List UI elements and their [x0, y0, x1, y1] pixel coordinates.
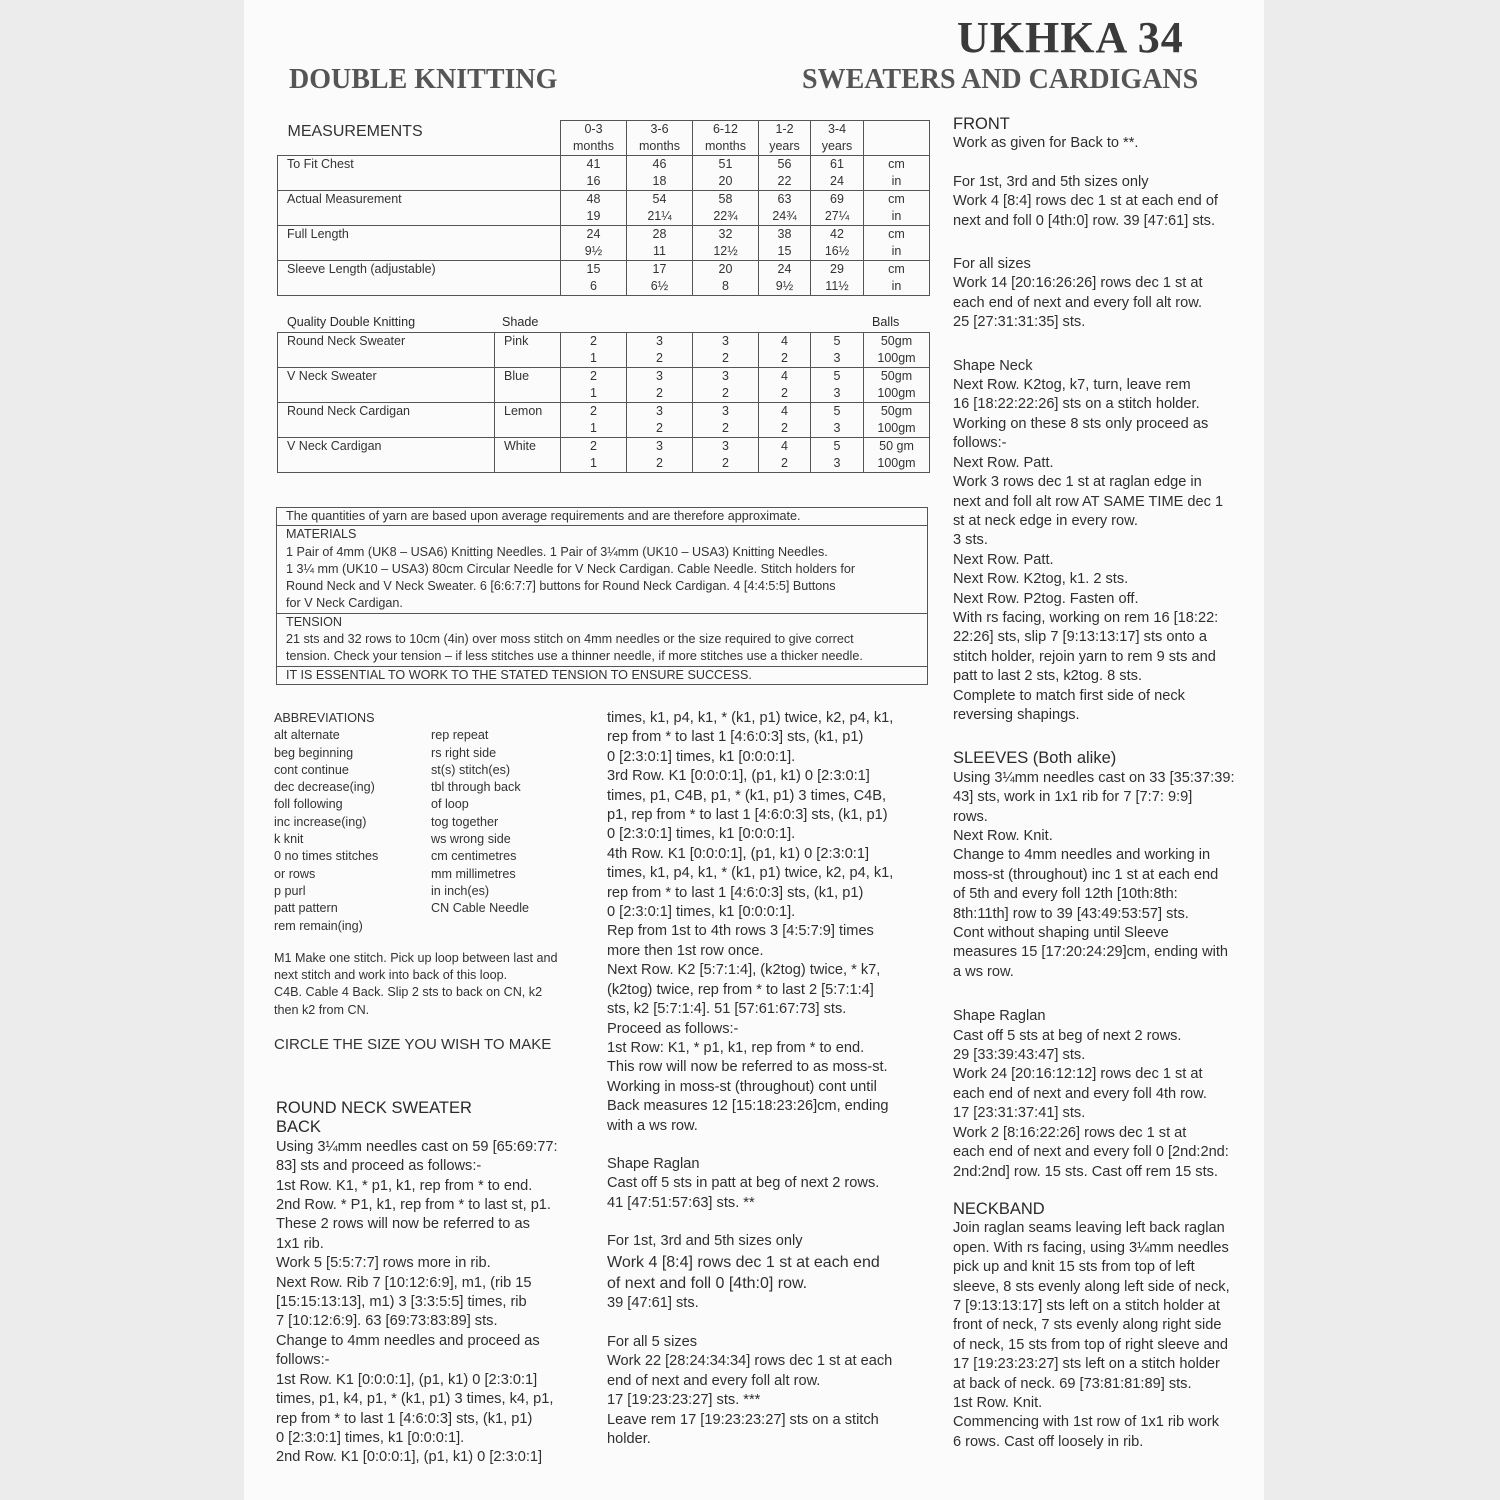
- table-row: To Fit Chest 41 16 46 18 51 20 56 22 61 24 cm in: [278, 156, 930, 191]
- materials-section: MATERIALS 1 Pair of 4mm (UK8 – USA6) Knitting Needles. 1 Pair of 3¼mm (UK10 – USA3) Knitting Needles. 1 3¼ mm (UK10 – USA3) 80cm Circular Needle for V Neck Cardigan. Cable Needle. Stitch holders for Round Neck and V Neck Sweater. 6 [6:6:7:7] buttons for Round Neck Cardigan. 4 [4:4:5:5] Buttons for V Neck Cardigan.: [277, 526, 927, 613]
- section-heading: FRONT: [953, 115, 1010, 133]
- size-header: 1-2 years: [759, 121, 811, 156]
- pattern-code: UKHKA 34: [957, 13, 1184, 62]
- materials-box: [276, 507, 928, 685]
- table-row: Round Neck Sweater Pink 2 1 3 2 3 2 4 2 5 3 50gm 100gm: [278, 333, 930, 368]
- tension-section: TENSION 21 sts and 32 rows to 10cm (4in) over moss stitch on 4mm needles or the size required to give correct tension. Check your tension – if less stitches use a thinner needle, if more stitches use a thicker needle.: [277, 614, 927, 667]
- tension-title: TENSION: [286, 614, 342, 629]
- table-row: Actual Measurement 48 19 54 21¼ 58 22¾ 63 24¾ 69 27¼ cm in: [278, 191, 930, 226]
- quantities-note: The quantities of yarn are based upon average requirements and are therefore approximate.: [277, 508, 927, 526]
- abbreviations-section: [274, 710, 584, 1053]
- back-instructions: ROUND NECK SWEATER BACK Using 3¼mm needles cast on 59 [65:69:77: 83] sts and proceed as follows:- 1st Row. K1, * p1, k1, rep from * to end. 2nd Row. * P1, k1, rep from * to last st, p1. These 2 rows will now be referred to as 1x1 rib. Work 5 [5:5:7:7] rows more in rib. Next Row. Rib 7 [10:12:6:9], m1, (rib 15 [15:15:13:13], m1) 3 [3:3:5:5] times, rib 7 [10:12:6:9]. 63 [69:73:83:89] sts. Change to 4mm needles and proceed as follows:- 1st Row. K1 [0:0:0:1], (p1, k1) 0 [2:3:0:1] times, p1, k4, p1, * (k1, p1) 3 times, k4, p1, rep from * to last 1 [4:6:0:3] sts, (k1, p1) 0 [2:3:0:1] times, k1 [0:0:0:1]. 2nd Row. K1 [0:0:0:1], (p1, k1) 0 [2:3:0:1]: [276, 1099, 596, 1468]
- section-heading: ROUND NECK SWEATER: [276, 1099, 472, 1117]
- abbreviations-list: alt alternate rep repeat beg beginning rs right side cont continue st(s) stitch(es) dec decrease(ing) tbl through back foll following of loop inc increase(ing) tog together k knit ws wrong side 0 no times stitches cm centimetres or rows mm millimetres p purl in inch(es) patt pattern CN Cable Needle rem remain(ing): [274, 728, 530, 933]
- section-heading: SLEEVES (Both alike): [953, 749, 1117, 768]
- subheading: Shape Neck: [953, 357, 1033, 374]
- subheading: For all 5 sizes: [607, 1333, 698, 1350]
- subheading: For 1st, 3rd and 5th sizes only: [953, 173, 1149, 190]
- section-heading: NECKBAND: [953, 1199, 1045, 1218]
- section-heading: BACK: [276, 1118, 321, 1137]
- pattern-page: [244, 0, 1264, 1500]
- front-sleeves-neckband: FRONT Work as given for Back to **. For 1st, 3rd and 5th sizes only Work 4 [8:4] rows dec 1 st at each end of next and foll 0 [4th:0] row. 39 [47:61] sts. For all sizes Work 14 [20:16:26:26] rows dec 1 st at each end of next and every foll alt row. 25 [27:31:31:35] sts. Shape Neck Next Row. K2tog, k7, turn, leave rem 16 [18:22:22:26] sts on a stitch holder. Working on these 8 sts only proceed as follows:- Next Row. Patt. Work 3 rows dec 1 st at raglan edge in next and foll alt row AT SAME TIME dec 1 st at neck edge in every row. 3 sts. Next Row. Patt. Next Row. K2tog, k1. 2 sts. Next Row. P2tog. Fasten off. With rs facing, working on rem 16 [18:22: 22:26] sts, slip 7 [9:13:13:17] sts onto a stitch holder, rejoin yarn to rem 9 sts and patt to last 2 sts, k2tog. 8 sts. Complete to match first side of neck reversing shapings. SLEEVES (Both alike) Using 3¼mm needles cast on 33 [35:37:39: 43] sts, work in 1x1 rib for 7 [7:7: 9:9] rows. Next Row. Knit. Change to 4mm needles and working in moss-st (throughout) inc 1 st at each end of 5th and every foll 12th [10th:8th: 8th:11th] row to 39 [43:49:53:57] sts. Cont without shaping until Sleeve measures 15 [17:20:24:29]cm, ending with a ws row. Shape Raglan Cast off 5 sts at beg of next 2 rows. 29 [33:39:43:47] sts. Work 24 [20:16:12:12] rows dec 1 st at each end of next and every foll 4th row. 17 [23:31:37:41] sts. Work 2 [8:16:22:26] rows dec 1 st at each end of next and every foll 0 [2nd:2nd: 2nd:2nd] row. 15 sts. Cast off rem 15 sts. NECKBAND Join raglan seams leaving left back raglan open. With rs facing, using 3¼mm needles pick up and knit 15 sts from top of left sleeve, 8 sts evenly along left side of neck, 7 [9:13:13:17] sts left on a stitch holder at front of neck, 7 sts evenly along right side of neck, 15 sts from top of right sleeve and 17 [19:23:23:27] sts left on a stitch holder at back of neck. 69 [73:81:81:89] sts. 1st Row. Knit. Commencing with 1st row of 1x1 rib work 6 rows. Cast off loosely in rib.: [953, 115, 1258, 1452]
- table-row: Round Neck Cardigan Lemon 2 1 3 2 3 2 4 2 5 3 50gm 100gm: [278, 403, 930, 438]
- subheading: For all sizes: [953, 256, 1031, 273]
- yarn-table: [277, 332, 930, 473]
- materials-title: MATERIALS: [286, 527, 357, 542]
- pattern-category-title: SWEATERS AND CARDIGANS: [802, 64, 1199, 95]
- yarn-weight-title: DOUBLE KNITTING: [289, 64, 558, 95]
- table-row: Full Length 24 9½ 28 11 32 12½ 38 15 42 16½ cm in: [278, 226, 930, 261]
- subheading: For 1st, 3rd and 5th sizes only: [607, 1233, 803, 1250]
- size-header: 0-3 months: [561, 121, 627, 156]
- size-header: 3-6 months: [627, 121, 693, 156]
- table-row: V Neck Sweater Blue 2 1 3 2 3 2 4 2 5 3 50gm 100gm: [278, 368, 930, 403]
- subheading: Shape Raglan: [953, 1008, 1046, 1025]
- shade-header: Shade: [502, 315, 539, 329]
- abbreviations-title: ABBREVIATIONS: [274, 711, 375, 725]
- back-instructions-cont: times, k1, p4, k1, * (k1, p1) twice, k2, p4, k1, rep from * to last 1 [4:6:0:3] sts, (k1, p1) 0 [2:3:0:1] times, k1 [0:0:0:1]. 3rd Row. K1 [0:0:0:1], (p1, k1) 0 [2:3:0:1] times, p1, C4B, p1, * (k1, p1) 3 times, C4B, p1, rep from * to last 1 [4:6:0:3] sts, (k1, p1) 0 [2:3:0:1] times, k1 [0:0:0:1]. 4th Row. K1 [0:0:0:1], (p1, k1) 0 [2:3:0:1] times, k1, p4, k1, * (k1, p1) twice, k2, p4, k1, rep from * to last 1 [4:6:0:3] sts, (k1, p1) 0 [2:3:0:1] times, k1 [0:0:0:1]. Rep from 1st to 4th rows 3 [4:5:7:9] times more then 1st row once. Next Row. K2 [5:7:1:4], (k2tog) twice, * k7, (k2tog) twice, rep from * to last 2 [5:7:1:4] sts, k2 [5:7:1:4]. 51 [57:61:67:73] sts. Proceed as follows:- 1st Row: K1, * p1, k1, rep from * to end. This row will now be referred to as moss-st. Working in moss-st (throughout) cont until Back measures 12 [15:18:23:26]cm, ending with a ws row. Shape Raglan Cast off 5 sts in patt at beg of next 2 rows. 41 [47:51:57:63] sts. ** For 1st, 3rd and 5th sizes only Work 4 [8:4] rows dec 1 st at each end of next and foll 0 [4th:0] row. 39 [47:61] sts. For all 5 sizes Work 22 [28:24:34:34] rows dec 1 st at each end of next and every foll alt row. 17 [19:23:23:27] sts. *** Leave rem 17 [19:23:23:27] sts on a stitch holder.: [607, 709, 937, 1449]
- table-row: V Neck Cardigan White 2 1 3 2 3 2 4 2 5 3 50 gm 100gm: [278, 438, 930, 473]
- table-row: Sleeve Length (adjustable) 15 6 17 6½ 20 8 24 9½ 29 11½ cm in: [278, 261, 930, 296]
- measurements-title: MEASUREMENTS: [287, 122, 423, 140]
- tension-warning: IT IS ESSENTIAL TO WORK TO THE STATED TENSION TO ENSURE SUCCESS.: [286, 667, 752, 682]
- size-header: 3-4 years: [811, 121, 864, 156]
- yarn-quality-label: Quality Double Knitting: [287, 315, 416, 329]
- measurements-table: [277, 120, 930, 296]
- balls-header: Balls: [872, 315, 900, 329]
- subheading: Shape Raglan: [607, 1155, 700, 1172]
- m1-definition: M1 Make one stitch. Pick up loop between last and next stitch and work into back of this loop. C4B. Cable 4 Back. Slip 2 sts to back on CN, k2 then k2 from CN.: [274, 950, 558, 1017]
- circle-size-note: CIRCLE THE SIZE YOU WISH TO MAKE: [274, 1036, 552, 1054]
- unit-header: [864, 121, 930, 156]
- size-header: 6-12 months: [693, 121, 759, 156]
